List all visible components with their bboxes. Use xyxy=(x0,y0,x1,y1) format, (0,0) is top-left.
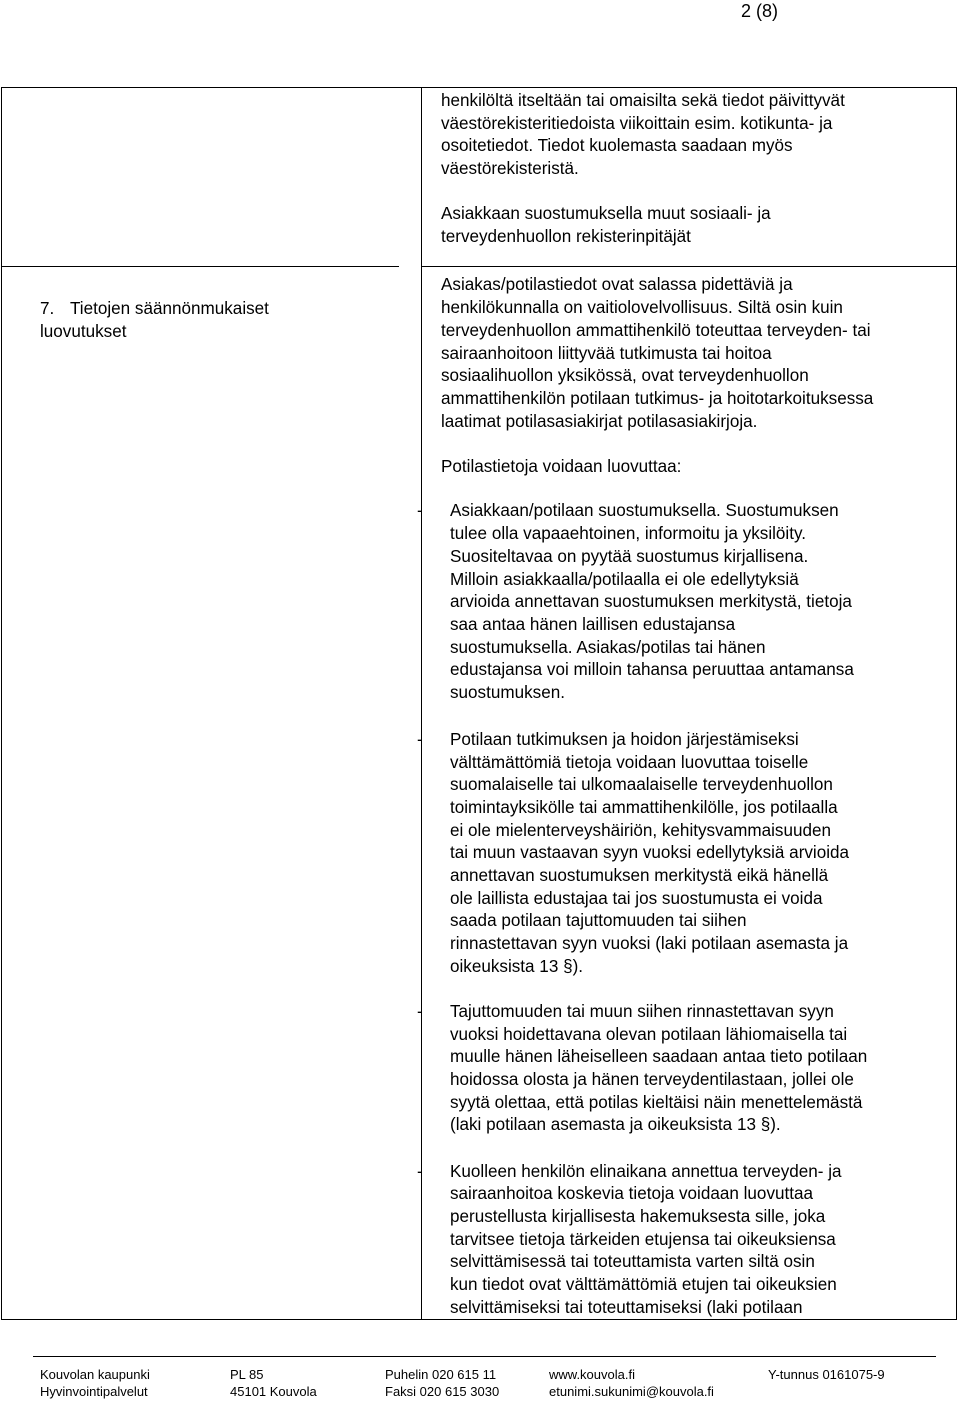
page-number: 2 (8) xyxy=(741,1,779,21)
footer-dept: Hyvinvointipalvelut xyxy=(40,1384,148,1399)
row0-line: osoitetiedot. Tiedot kuolemasta saadaan myös xyxy=(441,136,793,156)
footer-fax: Faksi 020 615 3030 xyxy=(385,1384,500,1399)
intro-line: ammattihenkilön potilaan tutkimus- ja hoitotarkoituksessa xyxy=(441,389,874,408)
footer-org: Kouvolan kaupunki xyxy=(40,1367,150,1382)
bullet-line: selvittämiseksi tai toteuttamiseksi (laki potilaan xyxy=(450,1298,803,1317)
bullet-line: suostumuksen. xyxy=(450,683,565,702)
row-divider xyxy=(422,266,957,267)
section-number: 7. xyxy=(40,299,55,318)
footer-business-id: Y-tunnus 0161075-9 xyxy=(768,1367,885,1382)
intro-line: henkilökunnalla on vaitiolovelvollisuus. Siltä osin kuin xyxy=(441,298,843,317)
bullet-line: perustellusta kirjallisesta hakemuksesta sille, joka xyxy=(450,1207,826,1226)
bullet-line: edustajansa voi milloin tahansa peruuttaa antamansa xyxy=(450,660,854,679)
lead-text: Potilastietoja voidaan luovuttaa: xyxy=(441,457,682,476)
bullet-line: syytä olettaa, että potilas kieltäisi näin menettelemästä xyxy=(450,1093,863,1112)
bullet-marker: - xyxy=(417,501,423,520)
bullet-line: suostumuksella. Asiakas/potilas tai hänen xyxy=(450,638,766,657)
row-divider xyxy=(1,266,399,267)
intro-line: terveydenhuollon ammattihenkilö toteuttaa terveyden- tai xyxy=(441,321,871,340)
bullet-line: kun tiedot ovat välttämättömiä etujen tai oikeuksien xyxy=(450,1275,837,1294)
row0-line: väestörekisteristä. xyxy=(441,159,579,179)
row0-line: terveydenhuollon rekisterinpitäjät xyxy=(441,227,691,246)
footer-postal: 45101 Kouvola xyxy=(230,1384,317,1399)
bullet-line: Kuolleen henkilön elinaikana annettua terveyden- ja xyxy=(450,1162,842,1181)
footer-pobox: PL 85 xyxy=(230,1367,264,1382)
bullet-line: oikeuksista 13 §). xyxy=(450,957,584,976)
footer-rule xyxy=(33,1356,936,1357)
row0-line: väestörekisteritiedoista viikoittain esim. kotikunta- ja xyxy=(441,113,833,133)
section-title: Tietojen säännönmukaiset xyxy=(70,299,269,318)
bullet-line: saada potilaan tajuttomuuden tai siihen xyxy=(450,911,747,930)
bullet-line: selvittämisessä tai toteuttamista varten siltä osin xyxy=(450,1252,815,1271)
bullet-marker: - xyxy=(417,730,423,749)
bullet-line: rinnastettavan syyn vuoksi (laki potilaan asemasta ja xyxy=(450,934,849,953)
bullet-line: toimintayksikölle tai ammattihenkilölle, jos potilaalla xyxy=(450,798,838,817)
section-title: luovutukset xyxy=(40,322,127,341)
bullet-line: hoidossa olosta ja hänen terveydentilastaan, jollei ole xyxy=(450,1070,854,1089)
bullet-line: Suositeltavaa on pyytää suostumus kirjallisena. xyxy=(450,547,809,566)
footer-phone: Puhelin 020 615 11 xyxy=(385,1367,497,1382)
row0-line: henkilöltä itseltään tai omaisilta sekä tiedot päivittyvät xyxy=(441,91,845,110)
intro-line: sosiaalihuollon yksikössä, ovat terveydenhuollon xyxy=(441,366,809,385)
bullet-line: saa antaa hänen laillisen edustajansa xyxy=(450,615,736,634)
bullet-line: sairaanhoitoa koskevia tietoja voidaan luovuttaa xyxy=(450,1184,814,1203)
bullet-line: Asiakkaan/potilaan suostumuksella. Suostumuksen xyxy=(450,501,839,520)
bullet-line: Potilaan tutkimuksen ja hoidon järjestämiseksi xyxy=(450,730,799,749)
bullet-line: suomalaiselle tai ulkomaalaiselle terveydenhuollon xyxy=(450,775,833,794)
intro-line: Asiakas/potilastiedot ovat salassa pidettäviä ja xyxy=(441,275,793,294)
bullet-line: muulle hänen läheiselleen saadaan antaa tieto potilaan xyxy=(450,1047,868,1066)
bullet-line: tarvitsee tietoja tärkeiden etujensa tai oikeuksiensa xyxy=(450,1230,836,1249)
bullet-line: (laki potilaan asemasta ja oikeuksista 13 §). xyxy=(450,1115,781,1134)
bullet-line: tai muun vastaavan syyn vuoksi edellytyksiä arvioida xyxy=(450,843,850,862)
footer-website[interactable]: www.kouvola.fi xyxy=(549,1367,635,1382)
bullet-line: Milloin asiakkaalla/potilaalla ei ole edellytyksiä xyxy=(450,570,799,589)
intro-line: laatimat potilasasiakirjat potilasasiakirjoja. xyxy=(441,412,758,431)
bullet-marker: - xyxy=(417,1162,423,1181)
footer-email[interactable]: etunimi.sukunimi@kouvola.fi xyxy=(549,1384,714,1399)
bullet-line: ei ole mielenterveyshäiriön, kehitysvammaisuuden xyxy=(450,821,831,840)
bullet-marker: - xyxy=(417,1002,423,1021)
bullet-line: Tajuttomuuden tai muun siihen rinnastettavan syyn xyxy=(450,1002,834,1021)
bullet-line: vuoksi hoidettavana olevan potilaan lähiomaisella tai xyxy=(450,1025,848,1044)
intro-line: sairaanhoitoon liittyvää tutkimusta tai hoitoa xyxy=(441,344,772,363)
bullet-line: ole laillista edustajaa tai jos suostumusta ei voida xyxy=(450,889,823,908)
bullet-line: välttämättömiä tietoja voidaan luovuttaa toiselle xyxy=(450,753,809,772)
bullet-line: annettavan suostumuksen merkitystä eikä hänellä xyxy=(450,866,829,885)
bullet-line: arvioida annettavan suostumuksen merkitystä, tietoja xyxy=(450,592,852,611)
row0-line: Asiakkaan suostumuksella muut sosiaali- ja xyxy=(441,204,771,223)
bullet-line: tulee olla vapaaehtoinen, informoitu ja yksilöity. xyxy=(450,524,807,543)
column-divider xyxy=(421,87,422,1320)
